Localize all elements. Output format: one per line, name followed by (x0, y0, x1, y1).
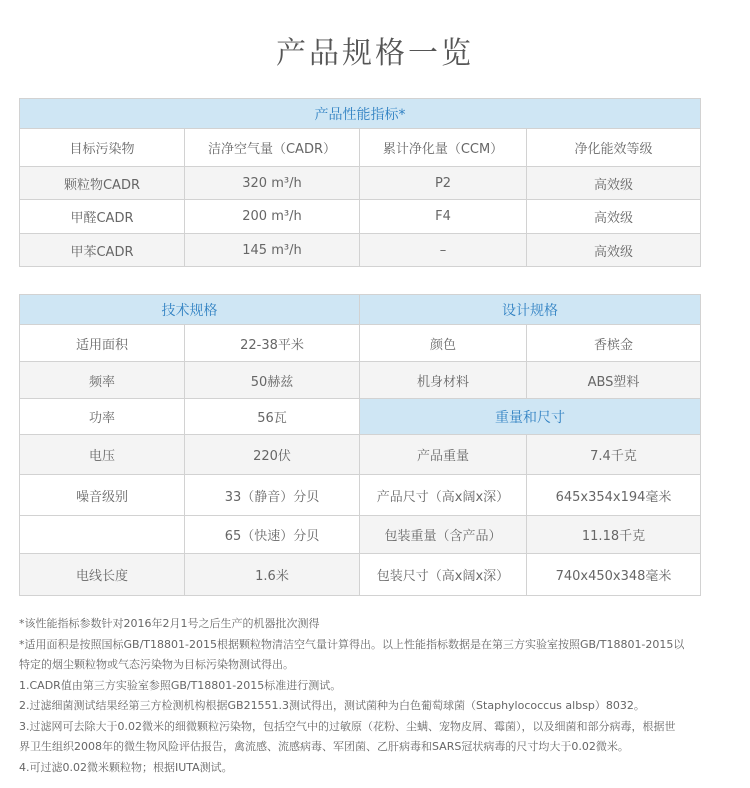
performance-table (19, 98, 701, 267)
table-row (20, 399, 701, 435)
table-cell: 电线长度 (20, 554, 185, 596)
footnote: 4.可过滤0.02微米颗粒物；根据IUTA测试。 (19, 760, 233, 774)
footnote: 1.CADR值由第三方实验室参照GB/T18801-2015标准进行测试。 (19, 678, 342, 692)
table-cell: 7.4千克 (527, 435, 701, 475)
table-cell: 颗粒物CADR (20, 167, 185, 200)
table-cell: 功率 (20, 399, 185, 435)
table-cell: 1.6米 (185, 554, 360, 596)
table-row (20, 167, 701, 200)
specifications-table (19, 294, 701, 596)
footnote: 界卫生组织2008年的微生物风险评估报告，禽流感、流感病毒、军团菌、乙肝病毒和SARS冠状病毒的尺寸均大于0.02微米。 (19, 740, 629, 753)
table-cell: 740x450x348毫米 (527, 554, 701, 596)
column-header: 净化能效等级 (527, 129, 701, 167)
table-cell: 200 m³/h (185, 200, 360, 234)
table-cell: 产品尺寸（高x阔x深） (360, 475, 527, 516)
table-row (20, 516, 701, 554)
table-cell: 产品重量 (360, 435, 527, 475)
table-cell: 电压 (20, 435, 185, 475)
table-cell: ABS塑料 (527, 362, 701, 399)
table-cell: 33（静音）分贝 (185, 475, 360, 516)
table-cell: 包装重量（含产品） (360, 516, 527, 554)
table-cell: 适用面积 (20, 325, 185, 362)
table-cell: 香槟金 (527, 325, 701, 362)
footnote: *该性能指标参数针对2016年2月1号之后生产的机器批次测得 (19, 617, 320, 630)
footnotes (19, 614, 719, 778)
table-cell: 高效级 (527, 167, 701, 200)
tech-spec-header: 技术规格 (20, 295, 360, 325)
table-cell: 50赫兹 (185, 362, 360, 399)
table-cell: 包装尺寸（高x阔x深） (360, 554, 527, 596)
table-cell: 噪音级别 (20, 475, 185, 516)
table-cell: 频率 (20, 362, 185, 399)
table-row (20, 362, 701, 399)
table-cell: F4 (360, 200, 527, 234)
table-cell: 220伏 (185, 435, 360, 475)
table-cell: 145 m³/h (185, 234, 360, 267)
table-cell: P2 (360, 167, 527, 200)
table-cell: 高效级 (527, 234, 701, 267)
column-header: 洁净空气量（CADR） (185, 129, 360, 167)
table-row (20, 325, 701, 362)
table-cell (20, 516, 185, 554)
table-row (20, 200, 701, 234)
footnote: 3.过滤网可去除大于0.02微米的细微颗粒污染物，包括空气中的过敏原（花粉、尘螨、宠物皮屑、霉菌），以及细菌和部分病毒，根据世 (19, 719, 676, 733)
column-header: 目标污染物 (20, 129, 185, 167)
weight-dimension-header: 重量和尺寸 (360, 399, 701, 435)
table-cell: – (360, 234, 527, 267)
table-cell: 高效级 (527, 200, 701, 234)
table-row (20, 554, 701, 596)
table-row (20, 475, 701, 516)
footnote: 2.过滤细菌测试结果经第三方检测机构根据GB21551.3测试得出，测试菌种为白色葡萄球菌（Staphylococcus albsp）8032。 (19, 699, 645, 712)
performance-header: 产品性能指标* (20, 99, 701, 129)
footnote: 特定的烟尘颗粒物或气态污染物为目标污染物测试得出。 (19, 658, 294, 671)
table-row (20, 435, 701, 475)
page-title: 产品规格一览 (276, 36, 474, 71)
column-header: 累计净化量（CCM） (360, 129, 527, 167)
table-cell: 机身材料 (360, 362, 527, 399)
table-cell: 11.18千克 (527, 516, 701, 554)
table-cell: 颜色 (360, 325, 527, 362)
table-cell: 甲苯CADR (20, 234, 185, 267)
table-row (20, 234, 701, 267)
table-cell: 320 m³/h (185, 167, 360, 200)
table-cell: 甲醛CADR (20, 200, 185, 234)
table-cell: 56瓦 (185, 399, 360, 435)
table-cell: 645x354x194毫米 (527, 475, 701, 516)
design-spec-header: 设计规格 (360, 295, 701, 325)
table-cell: 22-38平米 (185, 325, 360, 362)
table-cell: 65（快速）分贝 (185, 516, 360, 554)
footnote: *适用面积是按照国标GB/T18801-2015根据颗粒物清洁空气量计算得出。以上性能指标数据是在第三方实验室按照GB/T18801-2015以 (19, 637, 685, 651)
